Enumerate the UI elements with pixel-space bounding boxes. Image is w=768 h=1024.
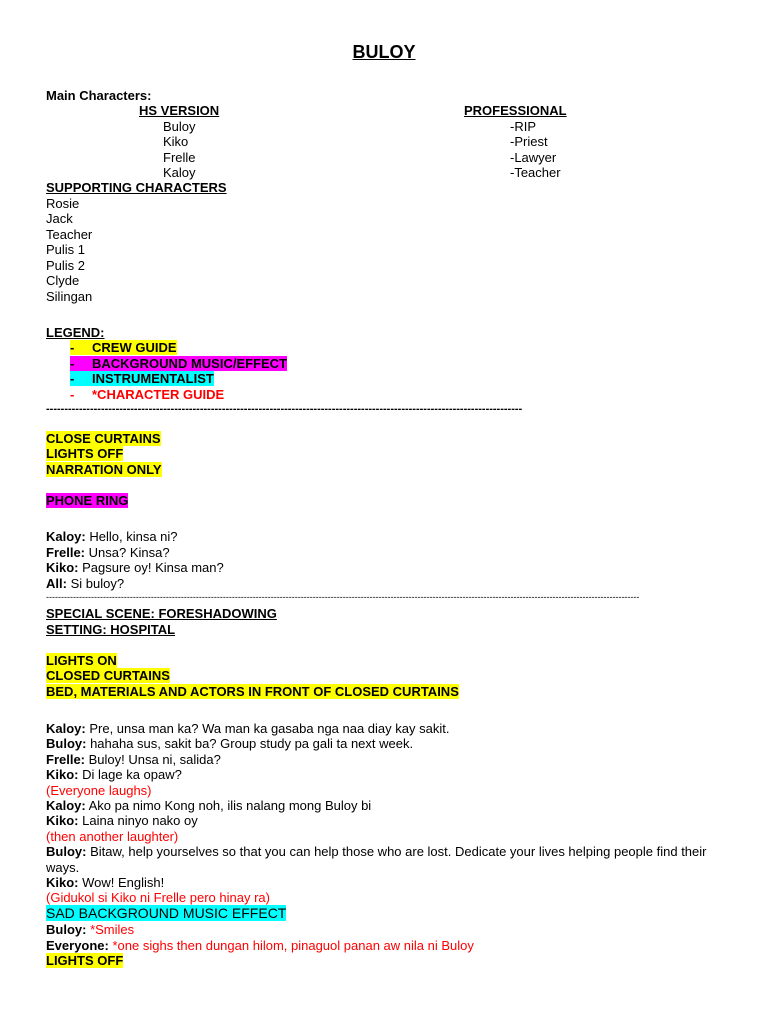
- speaker: Kiko:: [46, 560, 79, 575]
- legend-label: CREW GUIDE: [92, 340, 177, 355]
- professional-role: -Lawyer: [510, 150, 557, 165]
- crew-cue: CLOSE CURTAINS: [46, 431, 161, 446]
- dialogue-text: Di lage ka opaw?: [78, 767, 182, 782]
- legend-item-crew: [70, 340, 177, 356]
- hs-version-heading: HS VERSION: [139, 103, 220, 118]
- dialogue-line: [46, 813, 198, 829]
- music-cue: PHONE RING: [46, 493, 129, 508]
- supporting-name: Rosie: [46, 196, 80, 211]
- speaker: Kiko:: [46, 767, 79, 782]
- dialogue-line: [46, 767, 182, 783]
- crew-cue: CLOSED CURTAINS: [46, 668, 170, 683]
- supporting-name: Jack: [46, 211, 73, 226]
- legend-heading: LEGEND:: [46, 325, 105, 340]
- supporting-name: Teacher: [46, 227, 93, 242]
- stage-direction: (then another laughter): [46, 829, 179, 844]
- legend-label: *CHARACTER GUIDE: [92, 387, 225, 402]
- dialogue-text: Laina ninyo nako oy: [78, 813, 198, 828]
- supporting-name: Silingan: [46, 289, 93, 304]
- dialogue-line: [46, 875, 164, 891]
- speaker: Frelle:: [46, 545, 86, 560]
- supporting-heading: SUPPORTING CHARACTERS: [46, 180, 227, 195]
- dialogue-text: Pagsure oy! Kinsa man?: [78, 560, 224, 575]
- speaker: Kiko:: [46, 813, 79, 828]
- scene-heading: SPECIAL SCENE: FORESHADOWING: [46, 606, 277, 621]
- dialogue-text: Bitaw, help yourselves so that you can help those who are lost. Dedicate your lives helping people find their ways.: [46, 844, 707, 875]
- dialogue-text: Wow! English!: [78, 875, 165, 890]
- dialogue-text: hahaha sus, sakit ba? Group study pa gali ta next week.: [86, 736, 414, 751]
- speaker: All:: [46, 576, 67, 591]
- stage-direction: (Everyone laughs): [46, 783, 152, 798]
- crew-cue: NARRATION ONLY: [46, 462, 162, 477]
- legend-highlight: [70, 340, 177, 355]
- professional-heading: PROFESSIONAL: [464, 103, 567, 118]
- dialogue-line: [46, 529, 178, 545]
- dialogue-text: Ako pa nimo Kong noh, ilis nalang mong Buloy bi: [85, 798, 372, 813]
- separator-line: ----------------------------------------------------------------------------------------------------------------------------------: [46, 403, 523, 415]
- professional-role: -Teacher: [510, 165, 561, 180]
- professional-role: -RIP: [510, 119, 536, 134]
- dialogue-line: [46, 545, 170, 561]
- hs-name: Kiko: [163, 134, 189, 149]
- setting-heading: SETTING: HOSPITAL: [46, 622, 176, 637]
- speaker: Frelle:: [46, 752, 86, 767]
- speaker: Buloy:: [46, 922, 87, 937]
- legend-dash: -: [70, 340, 75, 355]
- hs-name: Frelle: [163, 150, 196, 165]
- dialogue-line: [46, 938, 474, 954]
- legend-label: INSTRUMENTALIST: [92, 371, 214, 386]
- speaker: Kaloy:: [46, 798, 86, 813]
- legend-dash: -: [70, 356, 75, 371]
- dialogue-text: Pre, unsa man ka? Wa man ka gasaba nga naa diay kay sakit.: [85, 721, 450, 736]
- hs-name: Kaloy: [163, 165, 196, 180]
- dialogue-text: Hello, kinsa ni?: [85, 529, 178, 544]
- legend-highlight: [70, 371, 214, 386]
- dialogue-line: [46, 721, 449, 737]
- speaker: Kaloy:: [46, 529, 86, 544]
- dialogue-text: Si buloy?: [66, 576, 125, 591]
- crew-cue: LIGHTS OFF: [46, 953, 124, 968]
- supporting-name: Pulis 2: [46, 258, 86, 273]
- crew-cue: LIGHTS OFF: [46, 446, 124, 461]
- dialogue-text: Unsa? Kinsa?: [85, 545, 170, 560]
- speaker: Kaloy:: [46, 721, 86, 736]
- legend-item-music: [70, 356, 287, 372]
- stage-direction: (Gidukol si Kiko ni Frelle pero hinay ra): [46, 890, 270, 905]
- dialogue-line: [46, 752, 221, 768]
- hs-name: Buloy: [163, 119, 196, 134]
- legend-highlight: [70, 356, 287, 371]
- legend-dash: -: [70, 387, 75, 402]
- speaker: Everyone:: [46, 938, 109, 953]
- dialogue-line: [46, 844, 736, 875]
- speaker: Kiko:: [46, 875, 79, 890]
- legend-item-character-guide: [70, 387, 224, 403]
- instrumentalist-cue: SAD BACKGROUND MUSIC EFFECT: [46, 905, 287, 921]
- legend-item-instrumentalist: [70, 371, 214, 387]
- dialogue-line: [46, 922, 134, 938]
- supporting-name: Pulis 1: [46, 242, 86, 257]
- character-guide-text: *Smiles: [86, 922, 135, 937]
- supporting-name: Clyde: [46, 273, 80, 288]
- main-characters-label: Main Characters:: [46, 88, 152, 103]
- dialogue-text: Buloy! Unsa ni, salida?: [85, 752, 221, 767]
- dialogue-line: [46, 736, 413, 752]
- document-title: BULOY: [352, 42, 416, 62]
- character-guide-text: *one sighs then dungan hilom, pinaguol panan aw nila ni Buloy: [108, 938, 474, 953]
- crew-cue: LIGHTS ON: [46, 653, 117, 668]
- separator-line-long: ------------------------------------------------------------------------------------------------------------------------------------------------------------------------------------------------------: [46, 592, 640, 602]
- professional-role: -Priest: [510, 134, 548, 149]
- speaker: Buloy:: [46, 844, 87, 859]
- dialogue-line: [46, 798, 371, 814]
- legend-dash: -: [70, 371, 75, 386]
- speaker: Buloy:: [46, 736, 87, 751]
- legend-label: BACKGROUND MUSIC/EFFECT: [92, 356, 287, 371]
- crew-cue: BED, MATERIALS AND ACTORS IN FRONT OF CLOSED CURTAINS: [46, 684, 459, 699]
- dialogue-line: [46, 560, 224, 576]
